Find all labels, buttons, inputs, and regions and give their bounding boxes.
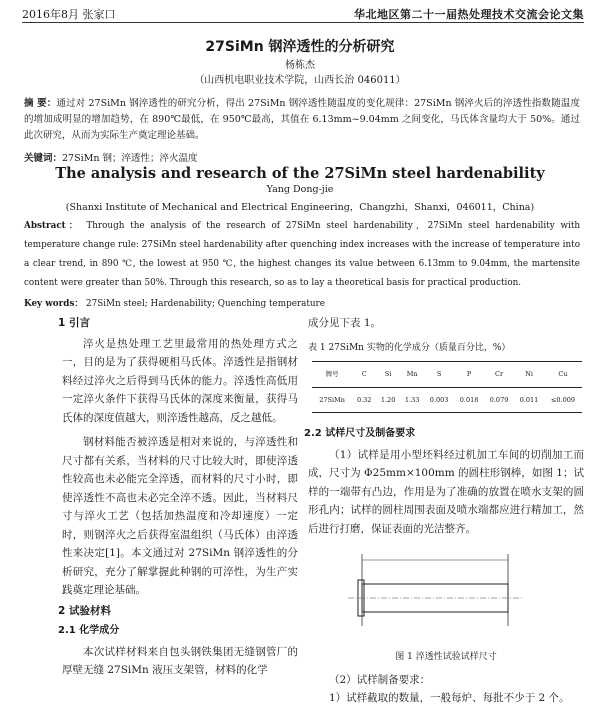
abstract-english-label: Abstract： (24, 221, 81, 231)
abstract-chinese-text: 通过对 27SiMn 钢淬透性的研究分析，得出 27SiMn 钢淬透性随温度的变化规律：27SiMn 钢淬火后的淬透性指数随温度的增加成明显的增加趋势，在 890℃最低，在 950℃最高，其值在 6.13mm~9.04mm 之间变化，马氏体含量均大于 50%。通过此次研究，从而为实际生产奠定理论基础。 (24, 98, 580, 141)
abstract-chinese-label: 摘 要： (24, 98, 57, 109)
section-heading-materials: 2 试验材料 (58, 604, 111, 617)
table-cell: 0.32 (356, 395, 372, 404)
specimen-figure (318, 546, 558, 646)
table-cell: 1.20 (380, 395, 396, 404)
paragraph-specimen-desc: （1）试样是用小型坯料经过机加工车间的切削加工而成，尺寸为 Φ25mm×100mm 的圆柱形钢棒，如图 1；试样的一端带有凸边，作用是为了准确的放置在喷水支架的圆形孔内；试样的圆柱周围表面及喷水端都应进行精加工，然后进行打磨，保证表面的光洁整齐。 (308, 448, 584, 535)
keywords-chinese-label: 关键词： (24, 153, 63, 164)
table-header-cell: 牌号 (325, 370, 339, 378)
subsection-heading-specimen: 2.2 试样尺寸及制备要求 (304, 428, 416, 439)
figure-caption: 图 1 淬透性试验试样尺寸 (395, 652, 497, 662)
table-header-cell: Mn (406, 370, 418, 378)
paragraph-sample-count: 1）试样截取的数量，一般每炉、每批不少于 2 个。 (329, 692, 570, 704)
table-cell: 1.33 (404, 395, 420, 404)
keywords-english (24, 296, 580, 309)
table-header-cell: P (466, 370, 472, 378)
table-caption: 表 1 27SiMn 实物的化学成分（质量百分比，%） (308, 342, 511, 353)
title-chinese: 27SiMn 钢淬透性的分析研究 (205, 39, 395, 55)
table-cell: 0.011 (519, 395, 539, 404)
subsection-heading-chemistry: 2.1 化学成分 (58, 625, 120, 636)
running-header (22, 6, 584, 23)
table-cell: 0.003 (429, 395, 449, 404)
abstract-english-text: Through the analysis of the research of 27SiMn steel hardenability，27SiMn steel hardenability with temperature change rule: 27SiMn steel hardenability after quenching index increases with the increase of temperature into a clear trend, in 890 ℃, the lowest at 950 ℃, the highest changes its value between 6.13mm to 9.04mm, the martensite content were greater than 50%. Through this research, so as to lay a theoretical basis for practical production. (24, 221, 581, 288)
header-date-place: 2016年8月 张家口 (22, 8, 116, 21)
keywords-english-text: 27SiMn steel; Hardenability; Quenching temperature (86, 299, 325, 309)
table-header-cell: Cr (495, 370, 504, 378)
table-header-cell: Cu (558, 370, 568, 378)
paragraph-prep-requirements: （2）试样制备要求： (329, 673, 431, 686)
composition-table (312, 361, 582, 413)
table-cell: 27SiMn (319, 395, 345, 404)
paragraph-material-source: 本次试样材料来自包头钢铁集团无缝钢管厂的厚壁无缝 27SiMn 液压支架管，材料的化学 (62, 645, 298, 676)
abstract-chinese (24, 96, 580, 144)
table-header-row (312, 362, 582, 388)
abstract-english (24, 217, 580, 293)
specimen-drawing (318, 546, 558, 646)
title-english: The analysis and research of the 27SiMn steel hardenability (55, 165, 545, 182)
keywords-chinese-text: 27SiMn 钢；淬透性；淬火温度 (62, 153, 198, 164)
table-cell: ≤0.009 (550, 395, 576, 404)
paragraph-intro-1: 淬火是热处理工艺里最常用的热处理方式之一，目的是为了获得硬相马氏体。淬透性是指钢材料经过淬火之后得到马氏体的能力。淬透性高低用一定淬火条件下获得马氏体的深度来衡量，获得马氏体的深度值越大，则淬透性越高，反之越低。 (62, 337, 298, 424)
keywords-chinese (24, 150, 580, 164)
paragraph-table-ref: 成分见下表 1。 (308, 317, 382, 329)
affiliation-english: (Shanxi Institute of Mechanical and Electrical Engineering，Changzhi，Shanxi，046011，China) (65, 202, 535, 213)
table-header-cell: C (361, 370, 367, 378)
author-chinese: 杨栋杰 (285, 60, 315, 71)
table-cell: 0.018 (459, 395, 479, 404)
right-column (304, 314, 584, 708)
table-header-cell: S (436, 370, 442, 378)
table-header-cell: Si (384, 370, 392, 378)
header-proceedings: 华北地区第二十一届热处理技术交流会论文集 (354, 8, 584, 21)
author-english: Yang Dong-jie (266, 184, 334, 195)
keywords-english-label: Key words： (24, 299, 84, 309)
table-header-cell: Ni (525, 370, 533, 378)
table-row (312, 387, 582, 413)
section-heading-introduction: 1 引言 (58, 317, 90, 329)
table-cell: 0.079 (489, 395, 509, 404)
paragraph-intro-2: 钢材料能否被淬透是相对来说的，与淬透性和尺寸都有关系，当材料的尺寸比较大时，即使淬透性较高也未必能完全淬透，而材料的尺寸小时，即使淬透性不高也未必完全淬不透。因此，当材料尺寸与淬火工艺（包括加热温度和冷却速度）一定时，则钢淬火之后获得室温组织（马氏体）由淬透性来决定[1]。本文通过对 27SiMn 钢淬透性的分析研究，充分了解掌握此种钢的可淬性，为生产实践奠定理论基础。 (62, 436, 298, 596)
affiliation-chinese: （山西机电职业技术学院，山西长治 046011） (194, 75, 406, 86)
left-column (58, 314, 298, 680)
